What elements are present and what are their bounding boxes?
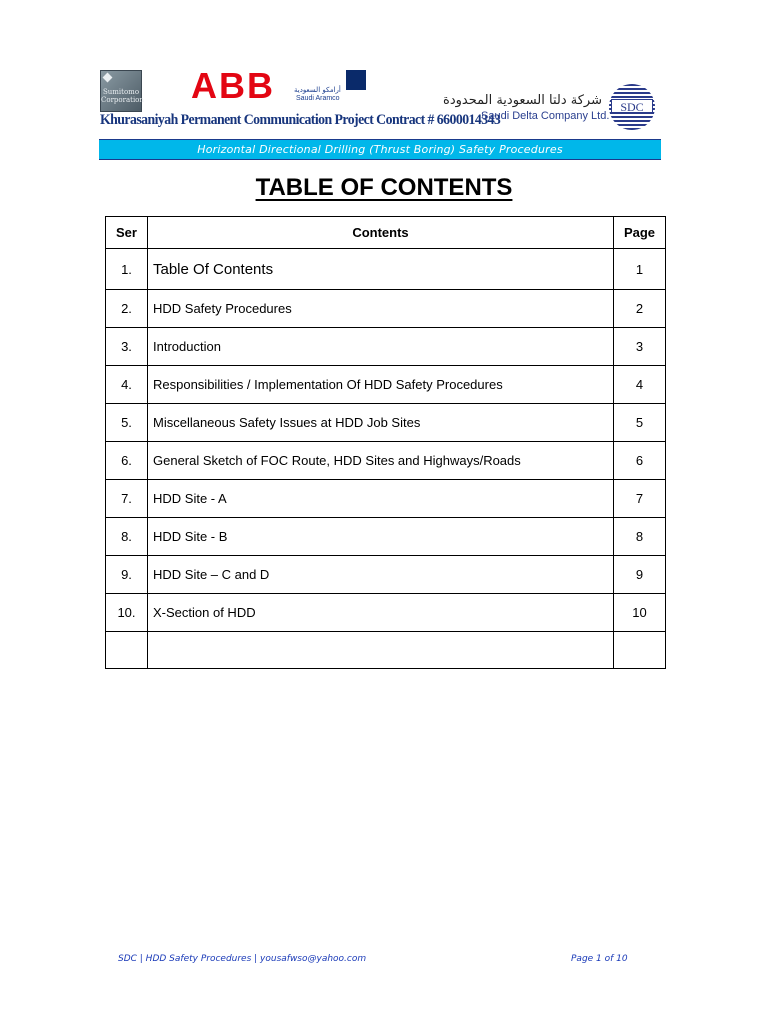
row-ser: 9. — [106, 556, 148, 594]
row-contents: Miscellaneous Safety Issues at HDD Job Sites — [148, 404, 614, 442]
page-title-text: TABLE OF CONTENTS — [255, 174, 513, 201]
row-contents: Table Of Contents — [148, 249, 614, 290]
row-contents: X-Section of HDD — [148, 594, 614, 632]
row-contents: Introduction — [148, 328, 614, 366]
header-page: Page — [614, 217, 666, 249]
table-row — [106, 290, 666, 328]
table-row — [106, 442, 666, 480]
aramco-star-icon — [346, 70, 366, 90]
sumitomo-logo-text: Sumitomo Corporation — [101, 88, 144, 104]
row-ser: 2. — [106, 290, 148, 328]
sdc-logo — [609, 84, 655, 130]
row-contents: HDD Safety Procedures — [148, 290, 614, 328]
table-row — [106, 366, 666, 404]
table-row — [106, 518, 666, 556]
table-row — [106, 404, 666, 442]
row-contents: HDD Site – C and D — [148, 556, 614, 594]
row-ser: 5. — [106, 404, 148, 442]
row-page: 4 — [614, 366, 666, 404]
row-ser: 6. — [106, 442, 148, 480]
row-page-empty — [614, 632, 666, 669]
sdc-english-name: Saudi Delta Company Ltd. — [481, 110, 610, 122]
row-page: 6 — [614, 442, 666, 480]
row-contents: Responsibilities / Implementation Of HDD Safety Procedures — [148, 366, 614, 404]
table-row — [106, 249, 666, 290]
row-page: 3 — [614, 328, 666, 366]
sdc-arabic-name: شركة دلتا السعودية المحدودة — [443, 93, 602, 108]
table-row — [106, 328, 666, 366]
aramco-arabic-text: أرامكو السعودية — [294, 86, 341, 94]
row-ser: 7. — [106, 480, 148, 518]
row-contents: HDD Site - B — [148, 518, 614, 556]
abb-logo: ABB — [191, 65, 275, 106]
row-page: 10 — [614, 594, 666, 632]
table-row — [106, 480, 666, 518]
toc-table — [105, 216, 666, 669]
sumitomo-logo — [100, 70, 142, 112]
aramco-english-text: Saudi Aramco — [296, 95, 340, 102]
row-contents: General Sketch of FOC Route, HDD Sites and Highways/Roads — [148, 442, 614, 480]
row-page: 2 — [614, 290, 666, 328]
row-contents-empty — [148, 632, 614, 669]
page-title — [0, 174, 768, 202]
row-contents: HDD Site - A — [148, 480, 614, 518]
table-row — [106, 594, 666, 632]
row-page: 7 — [614, 480, 666, 518]
contract-line: Khurasaniyah Permanent Communication Project Contract # 6600014343 — [100, 112, 501, 128]
row-ser: 3. — [106, 328, 148, 366]
row-page: 8 — [614, 518, 666, 556]
header-contents: Contents — [148, 217, 614, 249]
row-ser: 4. — [106, 366, 148, 404]
banner-text: Horizontal Directional Drilling (Thrust Boring) Safety Procedures — [197, 143, 563, 156]
footer-left: SDC | HDD Safety Procedures | yousafwso@yahoo.com — [118, 954, 367, 964]
table-row-empty — [106, 632, 666, 669]
aramco-logo — [292, 70, 372, 104]
table-header-row — [106, 217, 666, 249]
sdc-logo-text: SDC — [611, 99, 653, 113]
row-ser-empty — [106, 632, 148, 669]
row-page: 9 — [614, 556, 666, 594]
row-ser: 1. — [106, 249, 148, 290]
row-page: 5 — [614, 404, 666, 442]
table-row — [106, 556, 666, 594]
document-banner — [99, 139, 661, 160]
header-ser: Ser — [106, 217, 148, 249]
row-ser: 8. — [106, 518, 148, 556]
row-page: 1 — [614, 249, 666, 290]
row-ser: 10. — [106, 594, 148, 632]
footer-page-number: Page 1 of 10 — [571, 954, 628, 964]
sumitomo-mark-icon — [103, 73, 113, 83]
